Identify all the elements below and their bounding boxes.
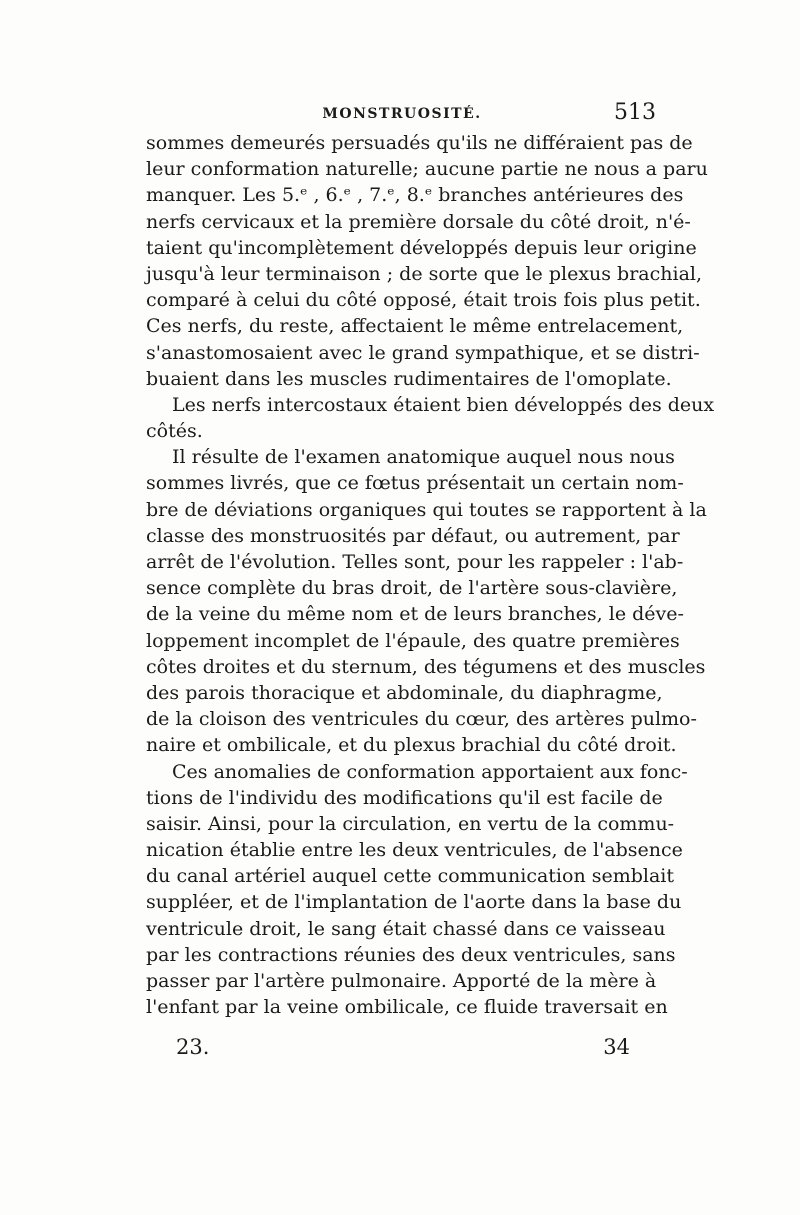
text-line: loppement incomplet de l'épaule, des quatre premières bbox=[146, 629, 680, 652]
page-header bbox=[148, 100, 656, 128]
text-line: suppléer, et de l'implantation de l'aorte dans la base du bbox=[146, 891, 682, 914]
text-line: nication établie entre les deux ventricules, de l'absence bbox=[146, 839, 683, 862]
text-line: Il résulte de l'examen anatomique auquel nous nous bbox=[172, 446, 675, 469]
running-head: MONSTRUOSITÉ. bbox=[322, 106, 482, 122]
text-line: de la cloison des ventricules du cœur, des artères pulmo- bbox=[146, 708, 697, 731]
text-line: jusqu'à leur terminaison ; de sorte que le plexus brachial, bbox=[146, 262, 703, 285]
text-line: Les nerfs intercostaux étaient bien développés des deux bbox=[172, 393, 715, 416]
text-line: l'enfant par la veine ombilicale, ce fluide traversait en bbox=[146, 996, 668, 1019]
text-line: Ces anomalies de conformation apportaient aux fonc- bbox=[172, 760, 688, 783]
text-line: bre de déviations organiques qui toutes se rapportent à la bbox=[146, 498, 707, 521]
text-line: sommes livrés, que ce fœtus présentait un certain nom- bbox=[146, 472, 684, 495]
text-line: manquer. Les 5.ᵉ , 6.ᵉ , 7.ᵉ, 8.ᵉ branches antérieures des bbox=[146, 184, 684, 207]
text-line: par les contractions réunies des deux ventricules, sans bbox=[146, 943, 676, 966]
text-line: arrêt de l'évolution. Telles sont, pour les rappeler : l'ab- bbox=[146, 551, 684, 573]
signature-mark: 23. bbox=[176, 1035, 210, 1059]
text-line: côtés. bbox=[146, 420, 203, 443]
text-line: comparé à celui du côté opposé, était trois fois plus petit. bbox=[146, 289, 701, 312]
text-line: des parois thoracique et abdominale, du diaphragme, bbox=[146, 681, 663, 704]
text-line: naire et ombilicale, et du plexus brachial du côté droit. bbox=[146, 734, 677, 757]
text-line: s'anastomosaient avec le grand sympathique, et se distri- bbox=[146, 341, 700, 364]
text-line: taient qu'incomplètement développés depuis leur origine bbox=[146, 236, 697, 259]
text-line: sommes demeurés persuadés qu'ils ne différaient pas de bbox=[146, 132, 693, 154]
sheet-number: 34 bbox=[603, 1035, 630, 1059]
text-line: nerfs cervicaux et la première dorsale du côté droit, n'é- bbox=[146, 210, 691, 233]
text-line: saisir. Ainsi, pour la circulation, en vertu de la commu- bbox=[146, 812, 675, 835]
text-line: leur conformation naturelle; aucune partie ne nous a paru bbox=[146, 158, 708, 181]
text-line: du canal artériel auquel cette communication semblait bbox=[146, 865, 675, 888]
text-line: de la veine du même nom et de leurs branches, le déve- bbox=[146, 603, 684, 626]
text-line: sence complète du bras droit, de l'artère sous-clavière, bbox=[146, 577, 678, 600]
text-line: buaient dans les muscles rudimentaires de l'omoplate. bbox=[146, 367, 672, 390]
text-line: passer par l'artère pulmonaire. Apporté de la mère à bbox=[146, 970, 657, 992]
text-line: ventricule droit, le sang était chassé dans ce vaisseau bbox=[146, 917, 666, 940]
page-footer bbox=[170, 1035, 630, 1065]
text-line: classe des monstruosités par défaut, ou autrement, par bbox=[146, 524, 680, 547]
text-line: tions de l'individu des modifications qu'il est facile de bbox=[146, 786, 663, 809]
text-line: Ces nerfs, du reste, affectaient le même entrelacement, bbox=[146, 315, 684, 338]
text-line: côtes droites et du sternum, des tégumens et des muscles bbox=[146, 655, 706, 678]
body-text bbox=[146, 130, 715, 1020]
page-number: 513 bbox=[614, 100, 656, 125]
